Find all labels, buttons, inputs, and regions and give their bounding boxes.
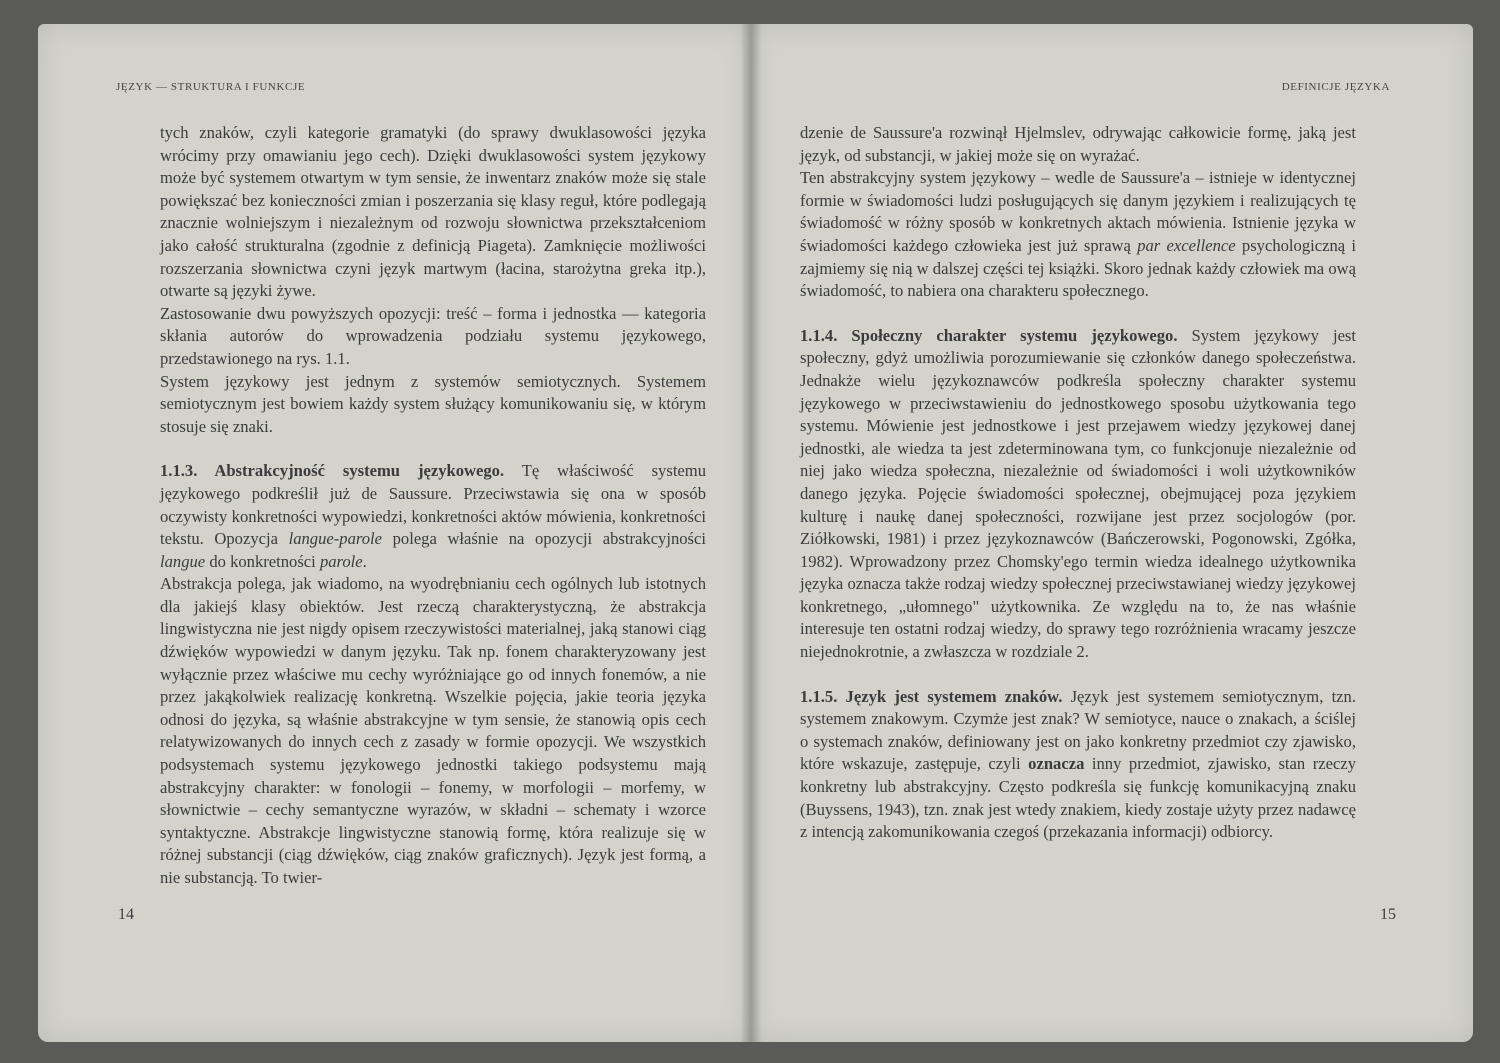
paragraph-text: psychologiczną i zajmiemy się nią w dalszej części tej książki. Skoro jednak każdy człowiek ma ową świadomość, to nabiera ona charakteru społecznego.	[800, 235, 1357, 301]
section-text: do konkretności	[205, 551, 320, 571]
section-heading: 1.1.3. Abstrakcyjność systemu językowego.	[160, 461, 505, 481]
bold-term: oznacza	[1028, 754, 1085, 774]
section-1-1-3	[160, 460, 706, 573]
section-1-1-4	[800, 325, 1356, 664]
left-page	[38, 24, 750, 1042]
paragraph-text: Ten abstrakcyjny system językowy – wedle de Saussure'a – istnieje w identycznej formie w świadomości ludzi posługujących się danym językiem i realizujących tę świadomość w różny sposób w konkretnych aktach mówienia. Istnienie języka w świadomości każdego człowieka jest już sprawą	[800, 168, 1356, 255]
section-text: polega właśnie na opozycji abstrakcyjności	[382, 529, 706, 549]
section-heading: 1.1.5. Język jest systemem znaków.	[800, 686, 1063, 706]
book-spread	[28, 24, 1474, 1042]
section-heading: 1.1.4. Społeczny charakter systemu językowego.	[800, 325, 1178, 345]
section-text: System językowy jest społeczny, gdyż umożliwia porozumiewanie się członków danego społeczeństwa. Jednakże wielu językoznawców podkreśla społeczny charakter systemu językowego w przeciwstawieniu do jednostkowego sposobu użytkowania tego systemu. Mówienie jest jednostkowe i jest przejawem wiedzy językowej danej jednostki, ale wiedza ta jest zdeterminowana tym, co funkcjonuje niezależnie od niej jako wiedza społeczna, niezależnie od świadomości i woli użytkowników danego języka. Pojęcie świadomości społecznej, obejmującej poza językiem kulturę i naukę danej społeczności, rozwijane jest przez socjologów (por. Ziółkowski, 1981) i przez językoznawców (Bańczerowski, Pogonowski, Zgółka, 1982). Wprowadzony przez Chomsky'ego termin wiedza idealnego użytkownika języka oznacza także rodzaj wiedzy społecznej przeciwstawianej wiedzy językowej konkretnego, „ułomnego" użytkownika. Ze względu na to, że nas właśnie interesuje ten ostatni rodzaj wiedzy, do sprawy tego rozróżnienia wracamy jeszcze niejednokrotnie, a zwłaszcza w rozdziale 2.	[800, 325, 1356, 662]
right-page-text	[800, 122, 1356, 844]
paragraph	[800, 167, 1356, 303]
italic-term: langue	[160, 551, 206, 571]
right-page	[750, 24, 1473, 1042]
italic-term: par excellence	[1137, 235, 1236, 255]
italic-term: parole	[319, 551, 363, 571]
running-head-right: DEFINICJE JĘZYKA	[1281, 81, 1390, 93]
paragraph: tych znaków, czyli kategorie gramatyki (do sprawy dwuklasowości języka wrócimy przy omawianiu jego cech). Dzięki dwuklasowości system językowy może być systemem otwartym w tym sensie, że inwentarz znaków może się stale powiększać bez konieczności zmian i poszerzania się klasy reguł, które podlegają znacznie wolniejszym i niezależnym od rozwoju słownictwa przekształceniom jako całość strukturalna (zgodnie z definicją Piageta). Zamknięcie możliwości rozszerzania słownictwa czyni język martwym (łacina, starożytna greka itp.), otwarte są języki żywe.	[160, 123, 706, 301]
paragraph: System językowy jest jednym z systemów semiotycznych. Systemem semiotycznym jest bowiem każdy system służący komunikowaniu się, w którym stosuje się znaki.	[160, 371, 706, 436]
section-text: .	[362, 551, 367, 571]
page-number-right: 15	[1380, 906, 1396, 923]
page-number-left: 14	[118, 906, 134, 923]
italic-term: langue-parole	[288, 529, 382, 549]
section-text: Tę właściwość systemu językowego podkreślił już de Saussure. Przeciwstawia się ona w sposób oczywisty konkretności wypowiedzi, konkretności aktów mówienia, konkretności tekstu. Opozycja	[160, 461, 706, 549]
section-text: Język jest systemem semiotycznym, tzn. systemem znakowym. Czymże jest znak? W semiotyce, nauce o znakach, a ściślej o systemach znaków, definiowany jest on jako konkretny przedmiot czy zjawisko, które wskazuje, zastępuje, czyli	[800, 686, 1356, 774]
running-head-left: JĘZYK — STRUKTURA I FUNKCJE	[116, 81, 306, 93]
paragraph: Abstrakcja polega, jak wiadomo, na wyodrębnianiu cech ogólnych lub istotnych dla jakiejś klasy obiektów. Jest rzeczą charakterystyczną, że abstrakcja lingwistyczna nie jest nigdy opisem rzeczywistości materialnej, jaką stanowi ciąg dźwięków wypowiedzi w danym języku. Tak np. fonem charakteryzowany jest wyłącznie przez właściwe mu cechy wyróżniające go od innych fonemów, a nie przez jakąkolwiek realizację konkretną. Wszelkie pojęcia, jakie teoria języka odnosi do języka, są właśnie abstrakcyjne w tym sensie, że stanowią opis cech relatywizowanych do innych cech z zasady w formie opozycji. We wszystkich podsystemach systemu językowego jednostki takiego podsystemu mają abstrakcyjny charakter: w fonologii – fonemy, w morfologii – morfemy, w słownictwie – cechy semantyczne wyrazów, w składni – schematy i wzorce syntaktyczne. Abstrakcje lingwistyczne stanowią formę, która realizuje się w różnej substancji (ciąg dźwięków, ciąg znaków graficznych). Język jest formą, a nie substancją. To twier-	[160, 574, 706, 887]
paragraph: Zastosowanie dwu powyższych opozycji: treść – forma i jednostka — kategoria skłania autorów do wprowadzenia podziału systemu językowego, przedstawionego na rys. 1.1.	[160, 303, 706, 368]
section-1-1-5	[800, 686, 1356, 844]
left-page-text	[160, 122, 706, 890]
paragraph: dzenie de Saussure'a rozwinął Hjelmslev, odrywając całkowicie formę, jaką jest język, od substancji, w jakiej może się on wyrażać.	[800, 123, 1356, 165]
section-text: inny przedmiot, zjawisko, stan rzeczy konkretny lub abstrakcyjny. Często podkreśla się funkcję komunikacyjną znaku (Buyssens, 1943), tzn. znak jest wtedy znakiem, kiedy zostaje użyty przez nadawcę z intencją zakomunikowania czegoś (przekazania informacji) odbiorcy.	[800, 754, 1356, 842]
